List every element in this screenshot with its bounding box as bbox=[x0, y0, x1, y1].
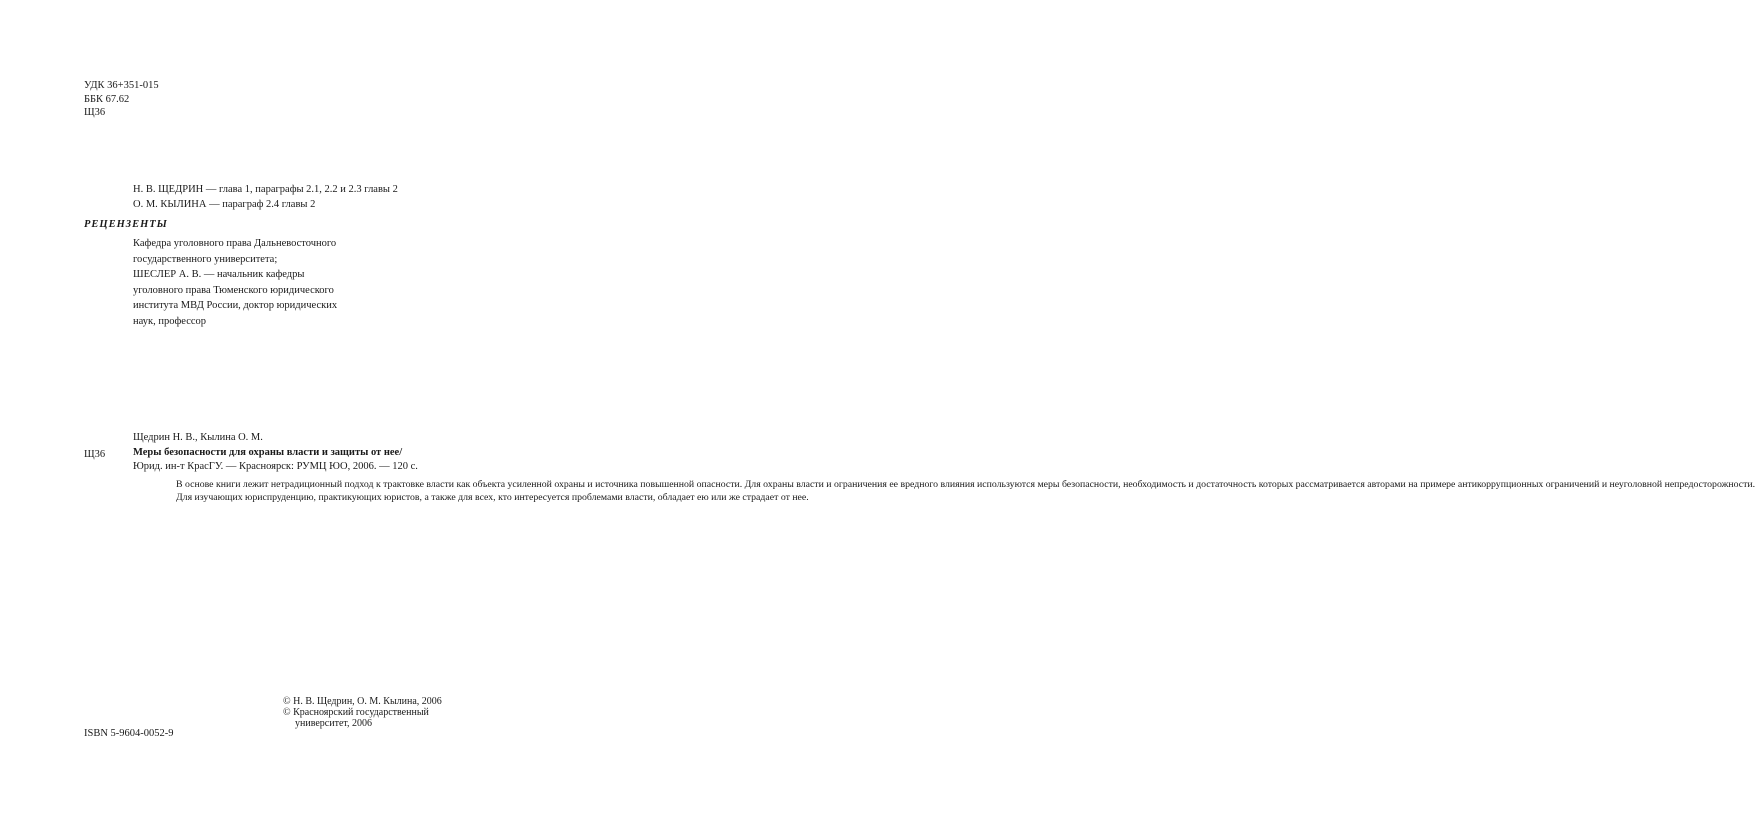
reviewer-line: Кафедра уголовного права Дальневосточного bbox=[133, 238, 337, 249]
bbk-code: ББК 67.62 bbox=[84, 93, 130, 105]
author-sign: Щ36 bbox=[84, 107, 106, 118]
reviewer-line: ШЕСЛЕР А. В. — начальник кафедры bbox=[133, 269, 305, 280]
reviewer-line: наук, профессор bbox=[133, 315, 207, 327]
copyright-university: © Красноярский государственный bbox=[283, 707, 429, 718]
catalog-imprint: Юрид. ин-т КрасГУ. — Красноярск: РУМЦ ЮО, 2006. — 120 с. bbox=[133, 461, 418, 472]
copyright-university-cont: университет, 2006 bbox=[295, 718, 373, 729]
author-line-1: Н. В. ЩЕДРИН — глава 1, параграфы 2.1, 2.2 и 2.3 главы 2 bbox=[133, 184, 398, 195]
reviewer-line: института МВД России, доктор юридических bbox=[133, 300, 338, 311]
copyright-block bbox=[283, 696, 473, 729]
abstract-paragraph-2 bbox=[133, 491, 809, 504]
reviewer-line: государственного университета; bbox=[133, 253, 278, 265]
abstract bbox=[133, 478, 1755, 504]
classification-codes bbox=[84, 79, 159, 120]
catalog-entry bbox=[133, 431, 451, 475]
reviewer-line: уголовного права Тюменского юридического bbox=[133, 284, 334, 296]
copyright-authors: © Н. В. Щедрин, О. М. Кылина, 2006 bbox=[283, 696, 442, 707]
isbn: ISBN 5-9604-0052-9 bbox=[84, 728, 174, 739]
reviewers-heading: РЕЦЕНЗЕНТЫ bbox=[84, 219, 168, 230]
udk-code: УДК 36+351-015 bbox=[84, 80, 159, 91]
catalog-authors: Щедрин Н. В., Кылина О. М. bbox=[133, 432, 263, 443]
catalog-title: Меры безопасности для охраны власти и защиты от нее/ bbox=[133, 446, 403, 458]
abstract-text-2: Для изучающих юриспруденцию, практикующих юристов, а также для всех, кто интересуется проблемами власти, обладает ею или же страдает от нее. bbox=[176, 492, 809, 504]
author-line-2: О. М. КЫЛИНА — параграф 2.4 главы 2 bbox=[133, 199, 316, 210]
catalog-code: Щ36 bbox=[84, 449, 106, 460]
authors-contribution bbox=[133, 182, 523, 212]
reviewers-block bbox=[133, 236, 383, 329]
abstract-paragraph-1 bbox=[133, 478, 1755, 491]
abstract-text-1: В основе книги лежит нетрадиционный подход к трактовке власти как объекта усиленной охраны и источника повышенной опасности. Для охраны власти и ограничения ее вредного влияния используются меры безопасности, необходимость и достаточность которых рассматривается авторами на примере антикоррупционных ограничений и неуголовной непредосторожности. bbox=[176, 479, 1755, 490]
